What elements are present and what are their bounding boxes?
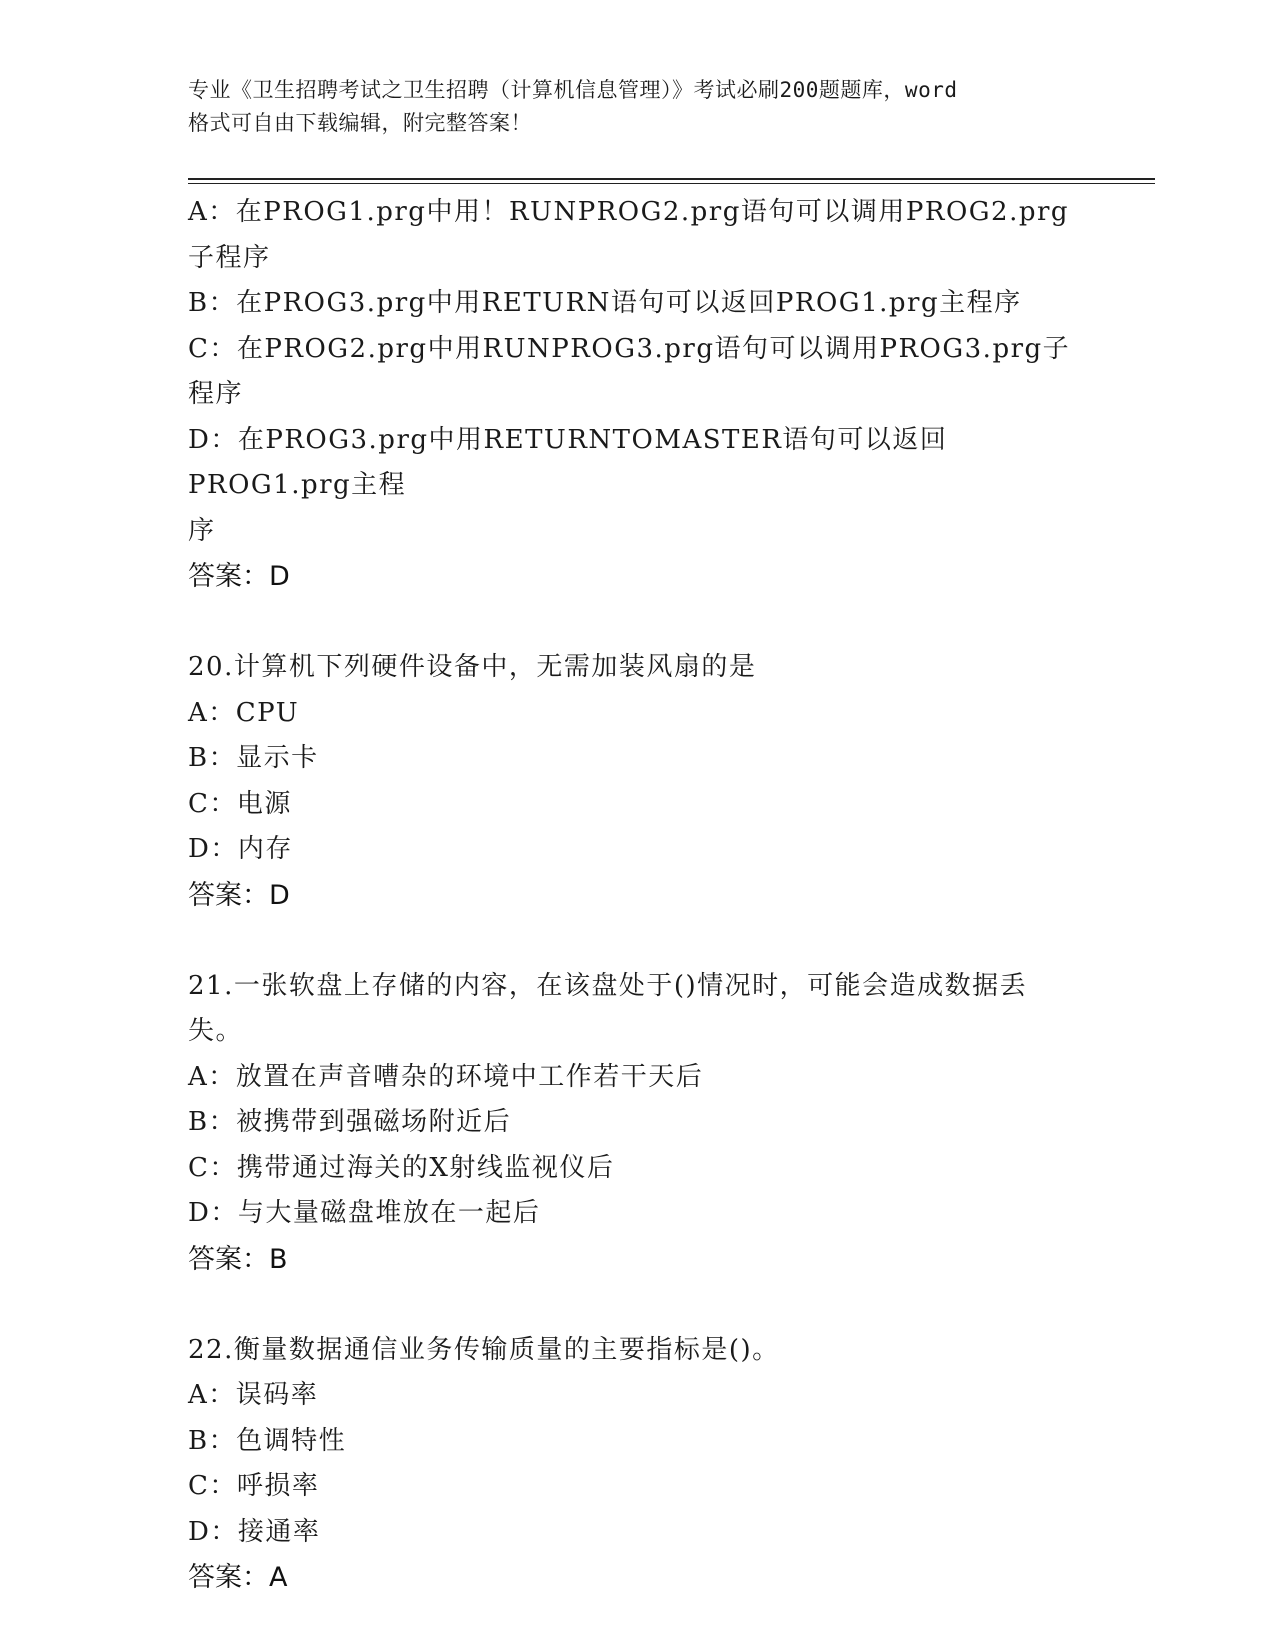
question-stem: 22.衡量数据通信业务传输质量的主要指标是()。	[188, 1334, 780, 1365]
spacer	[188, 918, 1088, 964]
question-stem-continued: 失。	[188, 1016, 244, 1046]
option-a: A：误码率	[188, 1380, 319, 1410]
question-22	[188, 1328, 1088, 1601]
option-d-continued: 序	[188, 515, 216, 546]
header-divider-thick	[188, 178, 1155, 180]
option-b: B：显示卡	[188, 743, 319, 773]
option-c: C：电源	[188, 788, 292, 819]
option-d: D：与大量磁盘堆放在一起后	[188, 1198, 541, 1228]
document-header	[188, 74, 1088, 140]
spacer	[188, 600, 1088, 646]
option-c: C：在PROG2.prg中用RUNPROG3.prg语句可以调用PROG3.prg子程序	[188, 333, 1071, 409]
spacer	[188, 1282, 1088, 1328]
option-b: B：被携带到强磁场附近后	[188, 1107, 512, 1137]
answer: 答案：D	[188, 879, 290, 911]
question-19	[188, 190, 1088, 600]
option-c: C：呼损率	[188, 1471, 320, 1501]
option-c: C：携带通过海关的X射线监视仪后	[188, 1152, 615, 1183]
question-stem: 21.一张软盘上存储的内容，在该盘处于()情况时，可能会造成数据丢	[188, 970, 1028, 1001]
option-d: D：在PROG3.prg中用RETURNTOMASTER语句可以返回PROG1.prg主程	[188, 424, 948, 500]
question-stem: 20.计算机下列硬件设备中，无需加装风扇的是	[188, 652, 757, 682]
answer: 答案：A	[188, 1562, 288, 1593]
question-list	[188, 190, 1088, 1601]
answer: 答案：D	[188, 561, 290, 592]
option-a: A：在PROG1.prg中用！RUNPROG2.prg语句可以调用PROG2.prg子程序	[188, 197, 1070, 273]
answer: 答案：B	[188, 1243, 288, 1275]
header-divider-thin	[188, 183, 1155, 184]
option-a: A：CPU	[188, 697, 300, 728]
option-d: D：内存	[188, 834, 293, 864]
option-b: B：色调特性	[188, 1425, 347, 1456]
header-line-2: 格式可自由下载编辑，附完整答案！	[188, 111, 532, 135]
option-d: D：接通率	[188, 1516, 321, 1547]
header-line-1: 专业《卫生招聘考试之卫生招聘（计算机信息管理）》考试必刷200题题库，word	[188, 78, 958, 102]
option-b: B：在PROG3.prg中用RETURN语句可以返回PROG1.prg主程序	[188, 288, 1022, 318]
question-21	[188, 964, 1088, 1283]
question-20	[188, 645, 1088, 918]
option-a: A：放置在声音嘈杂的环境中工作若干天后	[188, 1061, 704, 1092]
